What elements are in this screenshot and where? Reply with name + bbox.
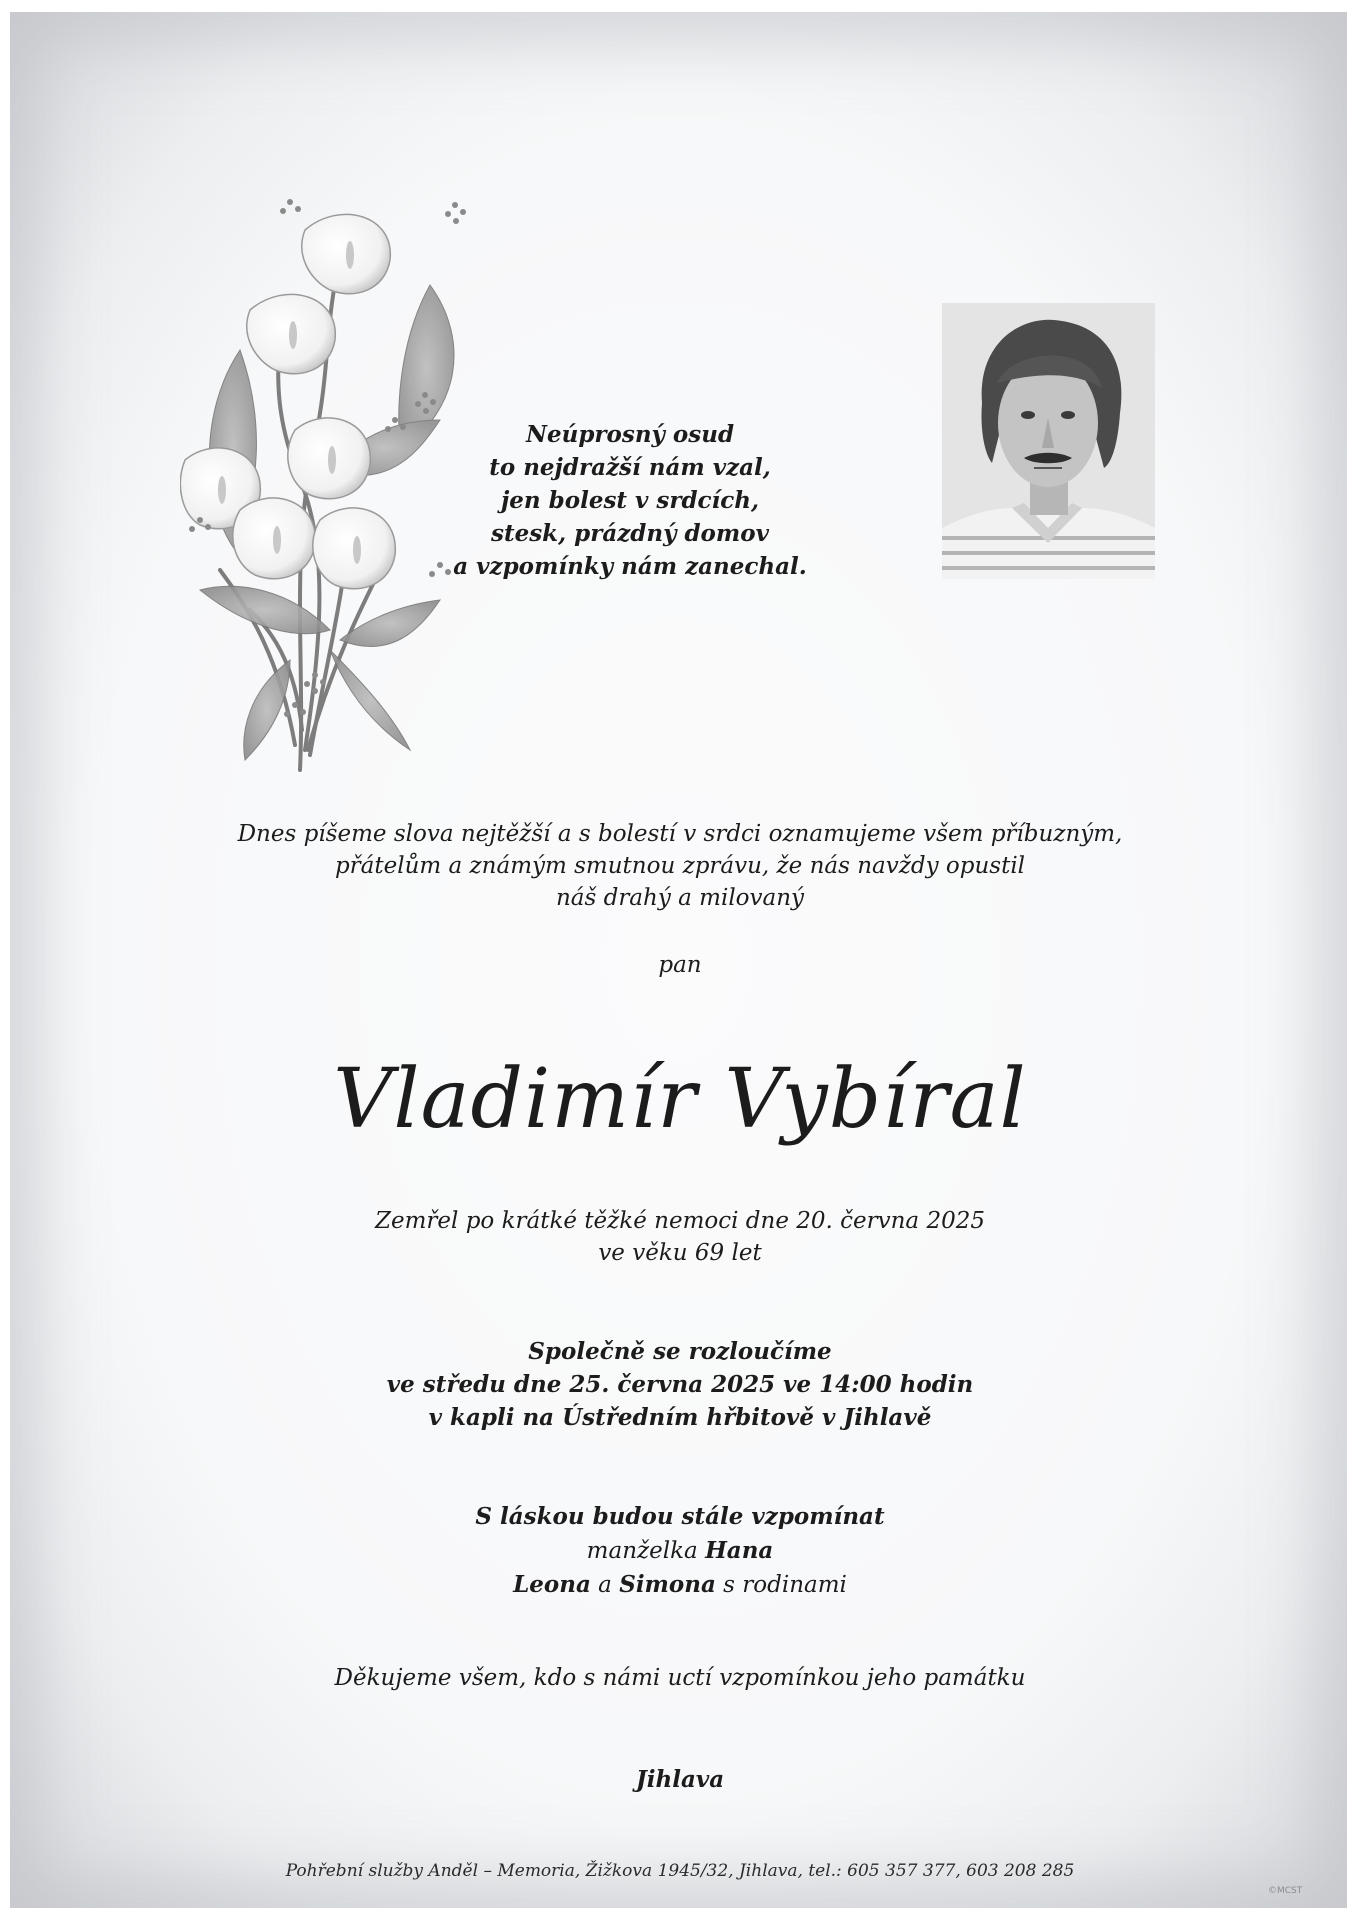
poem-line: Neúprosný osud — [525, 421, 735, 448]
portrait-image — [942, 303, 1155, 579]
mourners — [230, 1500, 1130, 1602]
poem-line: jen bolest v srdcích, — [500, 487, 760, 514]
copyright-mark: ©MCST — [1268, 1886, 1303, 1896]
wife-label: manželka — [586, 1538, 698, 1564]
farewell-datetime: ve středu dne 25. června 2025 ve 14:00 hodin — [386, 1371, 974, 1398]
announcement-line: Dnes píšeme slova nejtěžší a s bolestí v srdci oznamujeme všem příbuzným, — [237, 821, 1123, 847]
farewell-heading: Společně se rozloučíme — [528, 1338, 832, 1365]
wife-name: Hana — [705, 1537, 774, 1564]
age-line: ve věku 69 let — [598, 1240, 762, 1266]
death-info — [230, 1205, 1130, 1269]
conjunction: a — [598, 1572, 612, 1598]
poem — [430, 418, 830, 583]
families-suffix: s rodinami — [723, 1572, 847, 1598]
poem-line: stesk, prázdný domov — [491, 520, 769, 547]
announcement-line: náš drahý a milovaný — [555, 885, 805, 911]
death-date-line: Zemřel po krátké těžké nemoci dne 20. června 2025 — [375, 1208, 985, 1234]
poem-line: to nejdražší nám vzal, — [489, 454, 771, 481]
funeral-details — [230, 1335, 1130, 1434]
funeral-service-footer: Pohřební služby Anděl – Memoria, Žižkova 1945/32, Jihlava, tel.: 605 357 377, 603 208 285 — [285, 1861, 1075, 1881]
thanks-line: Děkujeme všem, kdo s námi uctí vzpomínkou jeho památku — [334, 1665, 1026, 1691]
announcement-line: přátelům a známým smutnou zprávu, že nás navždy opustil — [334, 853, 1026, 879]
farewell-location: v kapli na Ústředním hřbitově v Jihlavě — [428, 1404, 932, 1431]
poem-line: a vzpomínky nám zanechal. — [453, 553, 807, 580]
town-name: Jihlava — [635, 1766, 725, 1793]
honorific: pan — [658, 952, 702, 978]
daughter-name: Leona — [513, 1571, 591, 1598]
deceased-name: Vladimír Vybíral — [333, 1052, 1027, 1147]
announcement-text — [200, 818, 1160, 914]
portrait-photo — [942, 303, 1155, 579]
daughter-name: Simona — [619, 1571, 716, 1598]
mourners-heading: S láskou budou stále vzpomínat — [475, 1503, 885, 1530]
